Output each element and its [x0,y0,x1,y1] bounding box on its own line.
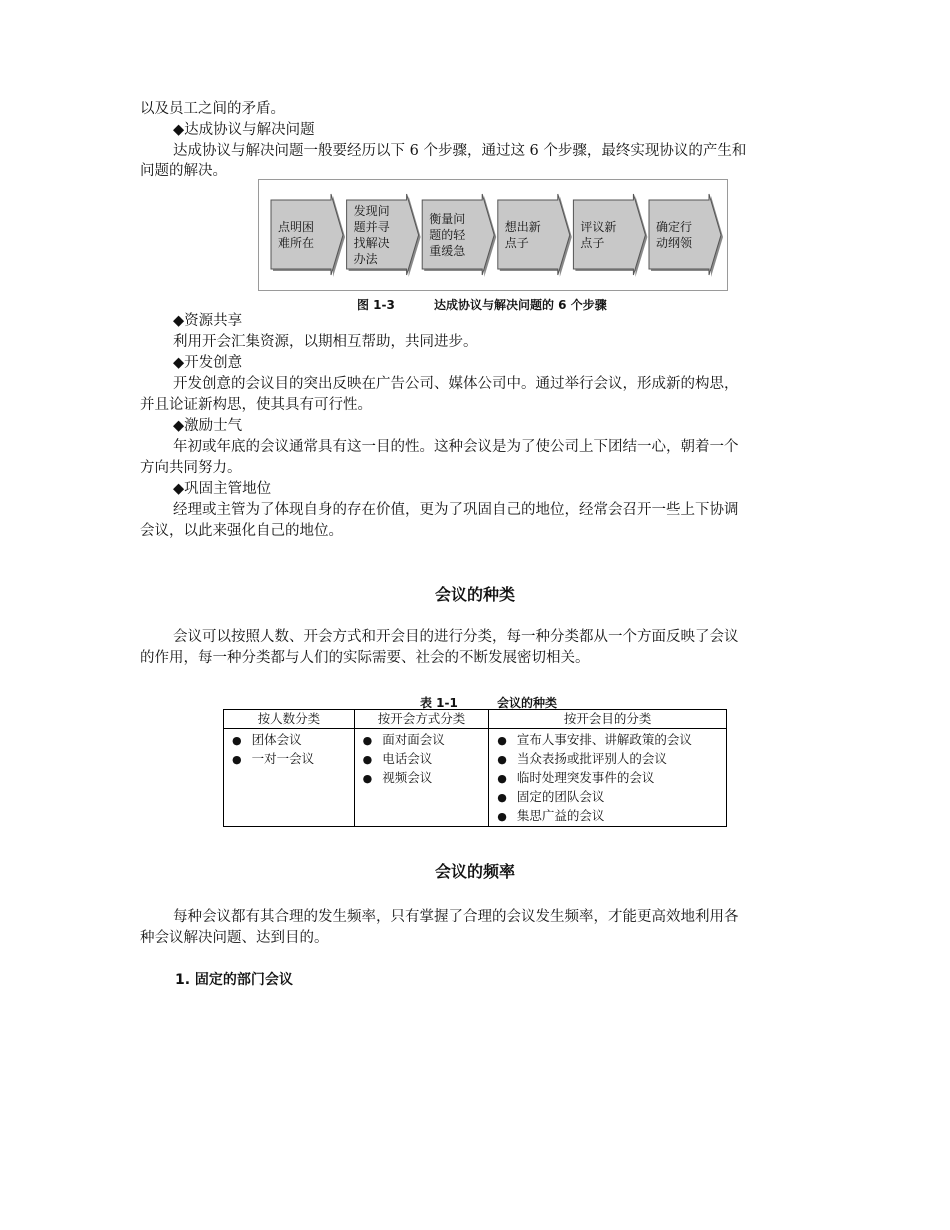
heading-meeting-frequency: 会议的频率 [434,862,515,881]
list-item: ● 集思广益的会议 [497,807,726,826]
step-label-line: 重缓急 [429,244,466,258]
heading-meeting-kinds: 会议的种类 [434,585,515,604]
authority-para-line1: 经理或主管为了体现自身的存在价值，更为了巩固自己的地位，经常会召开一些上下协调 [173,502,739,518]
step-arrow-2 [347,194,421,277]
step-arrow-shape [649,194,721,275]
step-label-line: 想出新 [504,220,541,234]
list-item: ● 固定的团队会议 [497,788,726,807]
step-label-line: 点明困 [278,220,315,234]
header-by-method: 按开会方式分类 [354,710,489,729]
list-item: ● 视频会议 [363,769,489,788]
list-by-size [232,731,354,769]
frequency-para-line2: 种会议解决问题、达到目的。 [140,930,329,946]
subheading-department-meeting: 1. 固定的部门会议 [175,972,293,988]
list-item: ● 临时处理突发事件的会议 [497,769,726,788]
intro-tail: 以及员工之间的矛盾。 [140,101,285,117]
morale-para-line2: 方向共同努力。 [140,460,242,476]
table-caption-number: 表 1-1 [420,696,458,710]
creativity-para-line1: 开发创意的会议目的突出反映在广告公司、媒体公司中。通过举行会议，形成新的构思， [173,376,739,392]
step-label-line: 难所在 [278,236,315,250]
kinds-para-line1: 会议可以按照人数、开会方式和开会目的进行分类，每一种分类都从一个方面反映了会议 [173,629,739,645]
list-item: ● 电话会议 [363,750,489,769]
cell-by-purpose [489,729,727,827]
list-item: ● 团体会议 [232,731,354,750]
step-label-line: 找解决 [353,236,390,250]
agreement-para-line1: 达成协议与解决问题一般要经历以下 6 个步骤，通过这 6 个步骤，最终实现协议的产生和 [173,143,747,159]
resources-para: 利用开会汇集资源，以期相互帮助，共同进步。 [173,334,478,350]
step-label-line: 评议新 [580,220,617,234]
step-arrow-6 [649,194,723,277]
kinds-para-line2: 的作用，每一种分类都与人们的实际需要、社会的不断发展密切相关。 [140,650,590,666]
section-title-resources: ◆资源共享 [173,313,243,329]
step-arrow-shape [573,194,645,275]
section-title-agreement: ◆达成协议与解决问题 [173,122,315,138]
list-by-method [363,731,489,788]
frequency-para-line1: 每种会议都有其合理的发生频率，只有掌握了合理的会议发生频率，才能更高效地利用各 [173,909,739,925]
creativity-para-line2: 并且论证新构思，使其具有可行性。 [140,397,372,413]
list-item: ● 当众表扬或批评别人的会议 [497,750,726,769]
table-caption-title: 会议的种类 [497,696,558,710]
step-label-line: 题的轻 [429,228,466,242]
list-by-purpose [497,731,726,826]
step-label-line: 点子 [504,236,529,250]
step-arrow-shape [271,194,343,275]
header-by-size: 按人数分类 [224,710,355,729]
step-label-line: 确定行 [656,220,693,234]
step-label-line: 发现问 [353,204,390,218]
agreement-para-line2: 问题的解决。 [140,163,227,179]
step-arrow-shape [498,194,570,275]
six-steps-figure [258,179,728,291]
step-label-line: 题并寻 [353,220,390,234]
six-steps-diagram [259,180,727,290]
header-by-purpose: 按开会目的分类 [489,710,727,729]
step-arrow-3 [422,194,496,277]
step-arrow-1 [271,194,345,277]
figure-caption-title: 达成协议与解决问题的 6 个步骤 [434,298,607,312]
meeting-kinds-table [223,709,727,827]
morale-para-line1: 年初或年底的会议通常具有这一目的性。这种会议是为了使公司上下团结一心，朝着一个 [173,439,739,455]
cell-by-method [354,729,489,827]
step-arrow-5 [573,194,647,277]
authority-para-line2: 会议，以此来强化自己的地位。 [140,523,343,539]
step-arrow-4 [498,194,572,277]
step-label-line: 动纲领 [656,236,693,250]
section-title-authority: ◆巩固主管地位 [173,481,272,497]
cell-by-size [224,729,355,827]
table-row [224,729,727,827]
step-label-line: 办法 [353,252,378,266]
list-item: ● 一对一会议 [232,750,354,769]
section-title-creativity: ◆开发创意 [173,355,243,371]
table-header-row [224,710,727,729]
step-label-line: 点子 [580,236,605,250]
step-label-line: 衡量问 [429,212,466,226]
figure-caption-number: 图 1-3 [357,298,395,312]
list-item: ● 面对面会议 [363,731,489,750]
list-item: ● 宣布人事安排、讲解政策的会议 [497,731,726,750]
section-title-morale: ◆激励士气 [173,418,243,434]
